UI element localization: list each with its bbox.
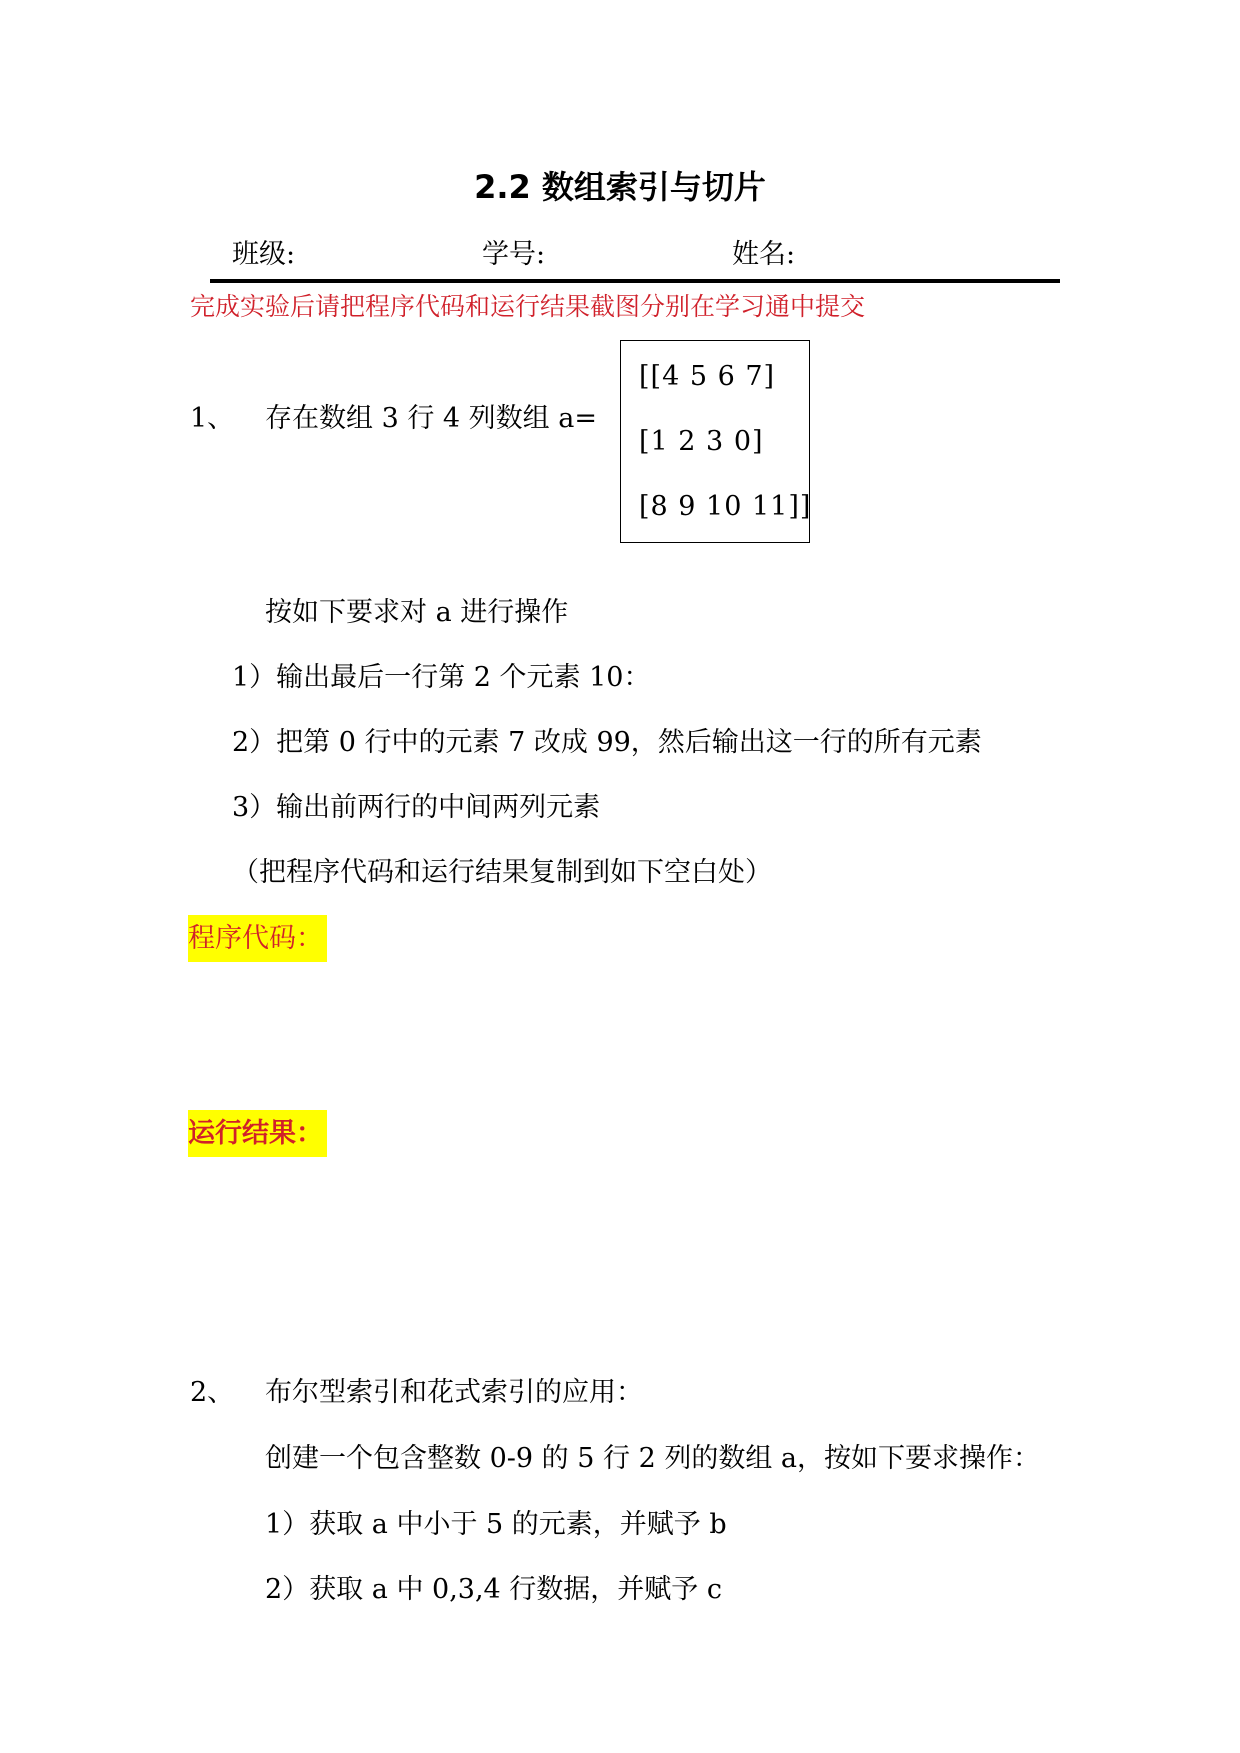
- question-1-item-3: 3）输出前两行的中间两列元素: [232, 792, 601, 823]
- class-label: 班级:: [232, 239, 296, 270]
- question-1-item-2: 2）把第 0 行中的元素 7 改成 99，然后输出这一行的所有元素: [232, 727, 982, 758]
- question-2-prompt: 布尔型索引和花式索引的应用：: [265, 1377, 643, 1408]
- page-title: 2.2 数组索引与切片: [474, 168, 766, 206]
- question-2-item-2: 2）获取 a 中 0,3,4 行数据，并赋予 c: [265, 1574, 723, 1605]
- result-section-label: [188, 1111, 327, 1150]
- question-2-item-1: 1）获取 a 中小于 5 的元素，并赋予 b: [265, 1509, 727, 1540]
- code-label-text: 程序代码：: [188, 915, 327, 962]
- matrix-row-1: [1 2 3 0]: [639, 426, 764, 457]
- question-2-number: 2、: [190, 1377, 235, 1408]
- question-1-instruction: 按如下要求对 a 进行操作: [265, 597, 569, 628]
- question-1-prompt: 存在数组 3 行 4 列数组 a=: [265, 403, 597, 434]
- question-1-item-1: 1）输出最后一行第 2 个元素 10：: [232, 662, 651, 693]
- header-divider: [210, 279, 1060, 283]
- matrix-a-box: [620, 340, 810, 543]
- code-section-label: [188, 916, 327, 955]
- name-label: 姓名:: [732, 239, 796, 270]
- submission-notice: 完成实验后请把程序代码和运行结果截图分别在学习通中提交: [190, 292, 866, 321]
- result-label-text: 运行结果：: [188, 1110, 327, 1157]
- matrix-row-0: [[4 5 6 7]: [639, 361, 776, 392]
- question-1-note: （把程序代码和运行结果复制到如下空白处）: [232, 857, 772, 888]
- student-id-label: 学号:: [482, 239, 546, 270]
- question-1-number: 1、: [190, 403, 235, 434]
- question-2-description: 创建一个包含整数 0-9 的 5 行 2 列的数组 a，按如下要求操作：: [265, 1443, 1041, 1474]
- matrix-row-2: [8 9 10 11]]: [639, 491, 812, 522]
